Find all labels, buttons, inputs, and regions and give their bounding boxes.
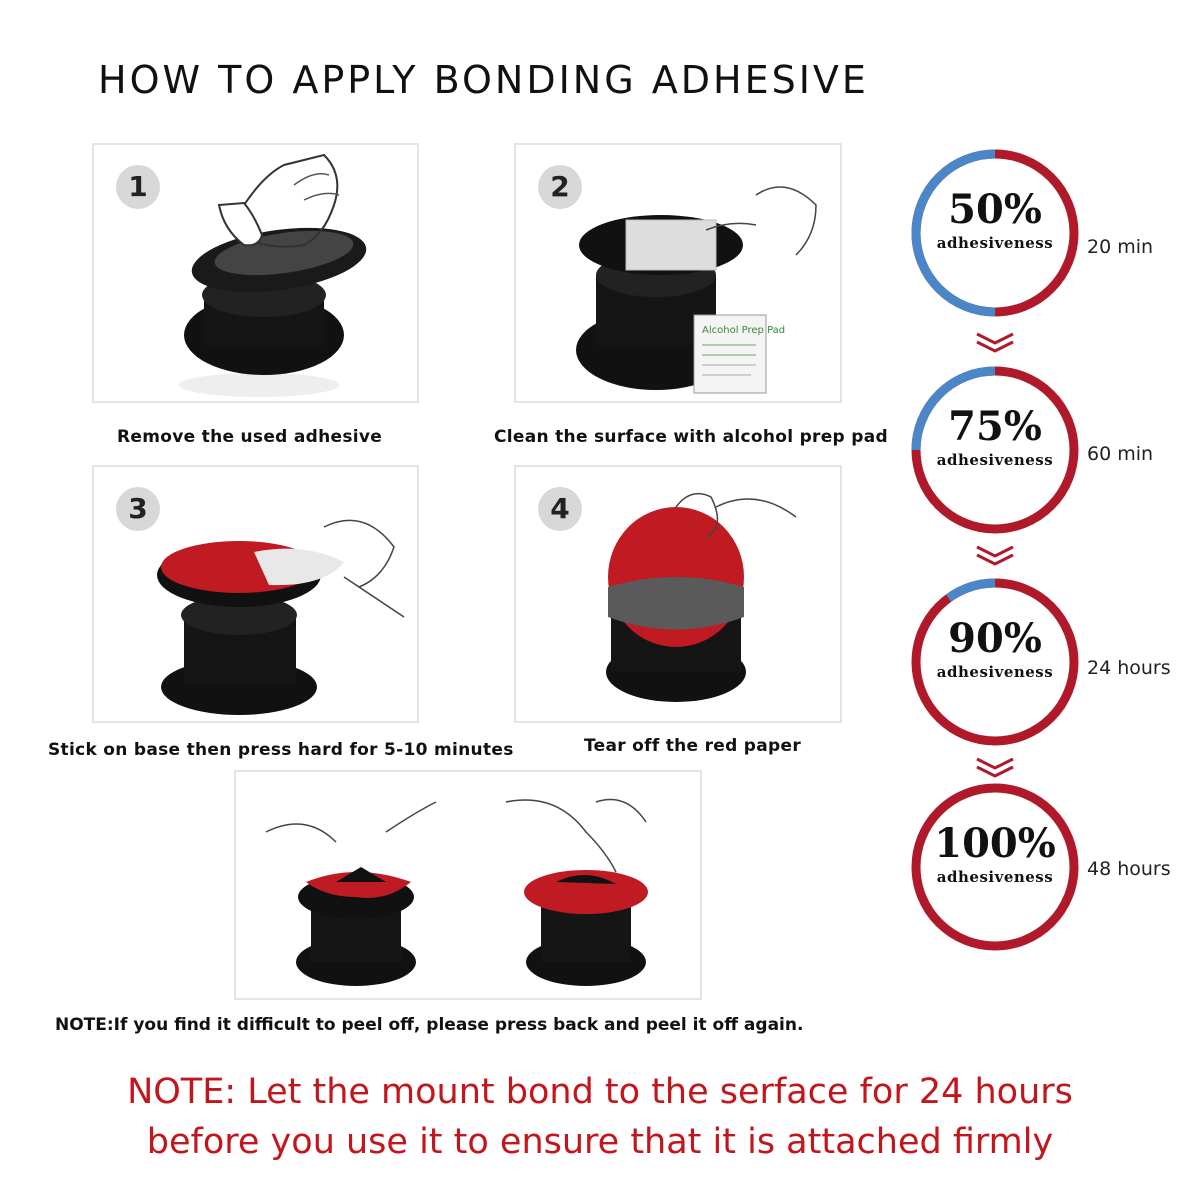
chevron-down-icon [975,332,1015,354]
adhesion-percent: 90% [948,615,1042,662]
adhesion-label: adhesiveness [936,868,1054,886]
step-3-panel [92,465,419,723]
adhesion-time: 48 hours [1087,858,1171,880]
adhesion-time: 20 min [1087,236,1154,258]
step-4-caption: Tear off the red paper [584,736,802,756]
adhesion-ring-90 [910,577,1080,747]
adhesion-time: 60 min [1087,443,1154,465]
step-4-panel [514,465,842,723]
adhesion-percent: 75% [948,403,1042,450]
adhesion-percent: 100% [934,820,1056,867]
peel-note: NOTE:If you find it difficult to peel off, please press back and peel it off again. [55,1015,804,1035]
step-2-caption: Clean the surface with alcohol prep pad [494,427,888,447]
adhesion-ring-100 [910,782,1080,952]
adhesion-label: adhesiveness [936,663,1054,681]
page-title: HOW TO APPLY BONDING ADHESIVE [98,58,869,102]
step-number-badge: 1 [116,165,160,209]
peel-illustration [236,772,702,1000]
step-number-badge: 3 [116,487,160,531]
bond-note-line-1: NOTE: Let the mount bond to the serface for 24 hours [127,1072,1073,1112]
bond-note-line-2: before you use it to ensure that it is attached firmly [146,1122,1054,1162]
adhesion-percent: 50% [948,186,1042,233]
adhesion-time: 24 hours [1087,657,1171,679]
progress-ring-graphic [910,365,1080,535]
progress-ring-graphic [910,577,1080,747]
adhesion-label: adhesiveness [936,234,1054,252]
step-3-caption: Stick on base then press hard for 5-10 minutes [48,740,514,760]
peel-tips-panel [234,770,702,1000]
chevron-down-icon [975,757,1015,779]
adhesion-label: adhesiveness [936,451,1054,469]
adhesion-ring-50 [910,148,1080,318]
step-number-badge: 4 [538,487,582,531]
pad-label: Alcohol Prep Pad [702,325,786,336]
step-number-badge: 2 [538,165,582,209]
step-1-panel [92,143,419,403]
step-2-panel [514,143,842,403]
adhesion-ring-75 [910,365,1080,535]
chevron-down-icon [975,545,1015,567]
step-1-caption: Remove the used adhesive [117,427,383,447]
progress-ring-graphic [910,782,1080,952]
progress-ring-graphic [910,148,1080,318]
